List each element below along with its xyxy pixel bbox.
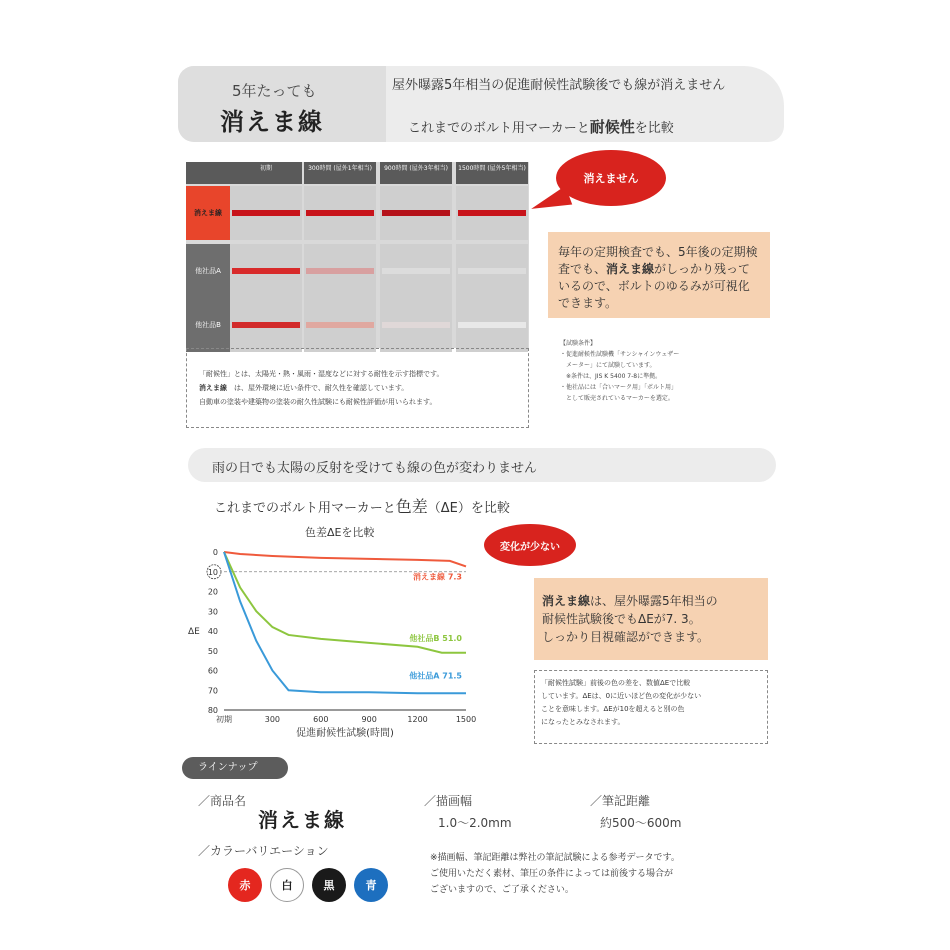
marker-line: [382, 322, 450, 328]
grid-photo-cell: [230, 244, 302, 298]
inspection-info-box: 毎年の定期検査でも、5年後の定期検査でも、消えま線がしっかり残っているので、ボルトのゆるみが可視化できます。: [548, 232, 770, 318]
grid-photo-cell: [456, 186, 528, 240]
grid-header-2: 900時間 (屋外3年相当): [380, 162, 452, 184]
marker-line: [306, 210, 374, 216]
marker-line: [458, 322, 526, 328]
line-width-label: ／描画幅: [424, 794, 473, 808]
section2-banner: 雨の日でも太陽の反射を受けても線の色が変わりません: [188, 448, 776, 482]
lineup-note: [430, 850, 680, 898]
color-swatch: 白: [270, 868, 304, 902]
product-name-value: 消えま線: [258, 808, 346, 832]
callout-bubble-less-change: 変化が少ない: [484, 524, 576, 566]
color-variation-label: ／カラーバリエーション: [198, 844, 329, 858]
x-tick-label: 300: [264, 715, 281, 724]
callout-bubble-no-fade: 消えません: [556, 150, 666, 206]
condition-line: として販売されているマーカーを選定。: [560, 395, 674, 402]
lineup-label: ラインナップ: [182, 757, 288, 779]
y-tick-label: 40: [207, 627, 218, 636]
lineup-note-line: ご使用いただく素材、筆圧の条件によっては前後する場合が: [430, 869, 674, 879]
condition-line: ・他社品には「合いマーク用」「ボルト用」: [560, 384, 678, 391]
y-tick-label: 50: [207, 646, 218, 656]
color-swatch: 赤: [228, 868, 262, 902]
condition-line: ・促進耐候性試験機「サンシャインウェザー: [560, 351, 680, 358]
lineup-note-line: ※描画幅、筆記距離は弊社の筆記試験による参考データです。: [430, 853, 680, 863]
delta-e-note: [534, 670, 768, 744]
x-tick-label: 900: [361, 715, 377, 724]
header-line1: 屋外曝露5年相当の促進耐候性試験後でも線が消えません: [392, 78, 726, 93]
x-tick-label: 1200: [407, 715, 428, 724]
weathering-photo-grid: [186, 162, 529, 348]
weatherability-definition: 「耐候性」とは、太陽光・熱・風雨・湿度などに対する耐性を示す指標です。 消えま線 は、屋外環境に近い条件で、耐久性を確認しています。 自動車の塗装や建築物の塗装の耐久性試験にも耐候性評価が用いられます。: [186, 348, 529, 428]
x-tick-label: 1500: [455, 715, 477, 724]
grid-photo-cell: [304, 298, 376, 352]
grid-photo-cell: [304, 244, 376, 298]
note-line: しています。ΔEは、0に近いほど色の変化が少ない: [541, 692, 702, 700]
grid-photo-cell: [304, 186, 376, 240]
note-line: ことを意味します。ΔEが10を超えると別の色: [541, 705, 685, 713]
marker-line: [458, 210, 526, 216]
series-label: 他社品B 51.0: [409, 633, 462, 643]
grid-photo-cell: [380, 244, 452, 298]
grid-photo-cell: [380, 298, 452, 352]
grid-row-label-0: 消えま線: [186, 186, 230, 240]
marker-line: [232, 268, 300, 274]
grid-row-label-2: 他社品B: [186, 298, 230, 352]
grid-header-3: 1500時間 (屋外5年相当): [456, 162, 528, 184]
note-line: になったとみなされます。: [541, 718, 625, 726]
grid-row-label-1: 他社品A: [186, 244, 230, 298]
marker-line: [232, 210, 300, 216]
grid-photo-cell: [380, 186, 452, 240]
grid-photo-cell: [230, 298, 302, 352]
section2-subtitle: これまでのボルト用マーカーと色差（ΔE）を比較: [214, 497, 510, 516]
color-swatches: [228, 868, 388, 902]
product-name-label: ／商品名: [198, 794, 247, 808]
chart-title: 色差ΔEを比較: [305, 526, 375, 539]
series-line-消えま線: [224, 552, 466, 566]
writing-distance-label: ／筆記距離: [590, 794, 651, 808]
product-logo: 消えま線: [220, 108, 324, 136]
header-subtitle: 5年たっても: [232, 82, 317, 100]
x-tick-label: 600: [313, 715, 329, 724]
writing-distance-value: 約500〜600m: [600, 816, 682, 830]
delta-e-info-box: 消えま線は、屋外曝露5年相当の 耐候性試験後でもΔEが7. 3。 しっかり目視確認ができます。: [534, 578, 768, 660]
y-tick-label: 0: [212, 548, 218, 557]
line-width-value: 1.0〜2.0mm: [438, 816, 512, 830]
grid-corner: [186, 162, 230, 184]
test-conditions: [560, 338, 760, 404]
marker-line: [382, 210, 450, 216]
grid-photo-cell: [456, 298, 528, 352]
marker-line: [306, 322, 374, 328]
note-line: 「耐候性試験」前後の色の差を、数値ΔEで比較: [541, 679, 691, 687]
color-difference-chart: [186, 520, 486, 744]
y-tick-label: 60: [207, 666, 218, 676]
x-axis-label: 促進耐候性試験(時間): [296, 728, 394, 739]
y-axis-label: ΔE: [188, 627, 200, 637]
header-line2: これまでのボルト用マーカーと耐候性を比較: [408, 118, 674, 136]
condition-line: 【試験条件】: [560, 340, 597, 347]
grid-header-1: 300時間 (屋外1年相当): [304, 162, 376, 184]
series-label: 消えま線 7.3: [413, 572, 462, 582]
y-tick-label: 80: [207, 706, 218, 715]
marker-line: [306, 268, 374, 274]
marker-line: [232, 322, 300, 328]
grid-header-0: 初期: [230, 162, 302, 184]
grid-photo-cell: [456, 244, 528, 298]
condition-line: メーター」にて試験しています。: [560, 362, 656, 369]
lineup-note-line: ございますので、ご了承ください。: [430, 885, 574, 895]
color-swatch: 黒: [312, 868, 346, 902]
y-tick-label: 30: [207, 607, 218, 617]
y-tick-label: 20: [207, 587, 218, 597]
y-tick-label: 70: [207, 686, 218, 696]
marker-line: [382, 268, 450, 274]
grid-photo-cell: [230, 186, 302, 240]
color-swatch: 青: [354, 868, 388, 902]
series-label: 他社品A 71.5: [409, 671, 462, 681]
marker-line: [458, 268, 526, 274]
condition-line: ※条件は、JIS K 5400 7-8に準拠。: [560, 373, 662, 380]
y-tick-label: 10: [207, 567, 218, 577]
x-tick-label: 初期: [216, 715, 232, 724]
